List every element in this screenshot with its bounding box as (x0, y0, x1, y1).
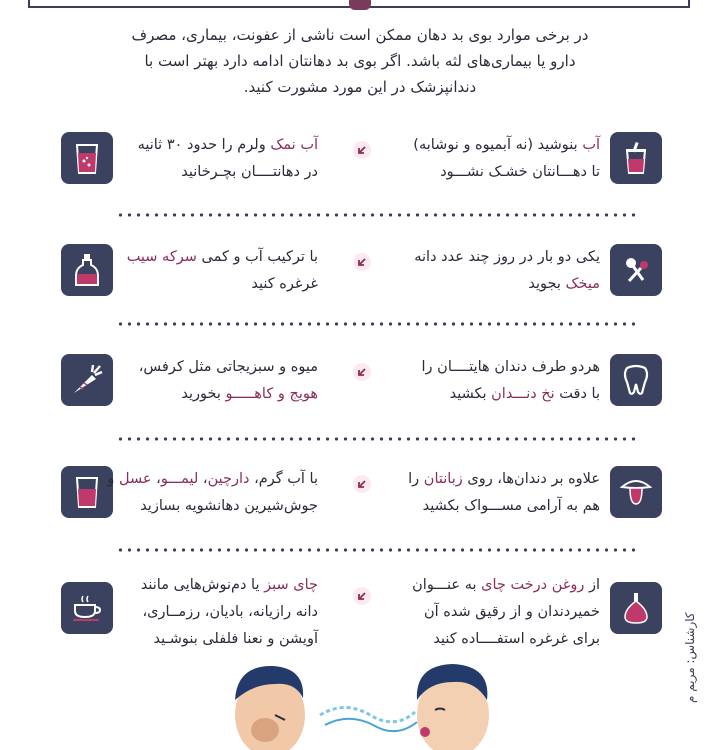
tip-text: یکی دو بار در روز چند عدد دانه (414, 249, 600, 265)
tip-highlight: چای سبز (264, 577, 318, 593)
tip-text: با آب گرم، (249, 471, 318, 487)
tip-highlight: روغن درخت چای (481, 577, 585, 593)
bad-breath-illustration (225, 660, 505, 750)
tip-text: در دهانتــــان بچـرخانید (181, 164, 318, 180)
tip-highlight: آب (582, 137, 600, 153)
tip-text: و (107, 471, 119, 487)
tip-apple-vinegar (127, 244, 318, 298)
arrow-bullet-icon (353, 253, 371, 271)
tip-floss (422, 354, 600, 408)
tip-mouthwash (107, 466, 318, 520)
tip-text: علاوه بر دندان‌ها، روی (462, 471, 600, 487)
clove-icon (610, 244, 662, 296)
drink-glass-icon (610, 132, 662, 184)
tip-text: ولرم را حدود ۳۰ ثانیه (137, 137, 271, 153)
tip-text: با ترکیب آب و کمی (196, 249, 318, 265)
tip-text: برای غرغره استفــــاده کنید (433, 631, 600, 647)
tip-text: هم به آرامی مســـواک بکشید (422, 498, 600, 514)
tip-highlight: زبانتان (423, 471, 463, 487)
tip-tongue-brush (408, 466, 600, 520)
tip-text: بجوید (528, 276, 566, 292)
tip-green-tea (141, 572, 318, 653)
oil-dropper-bottle-icon (610, 582, 662, 634)
tip-highlight: لیمـــو (160, 471, 199, 487)
tip-text: را (408, 471, 424, 487)
tip-text: میوه و سبزیجاتی مثل کرفس، (138, 359, 318, 375)
tip-text: با دقت (554, 386, 600, 402)
tips-row-2 (0, 236, 720, 306)
tip-text: هردو طرف دندان هایتــــان را (421, 359, 600, 375)
arrow-bullet-icon (353, 141, 371, 159)
tongue-icon (610, 466, 662, 518)
tip-text: ، (198, 471, 208, 487)
tip-text: ، (151, 471, 161, 487)
tips-row-4 (0, 458, 720, 528)
dotted-divider (116, 437, 638, 441)
tooth-icon (610, 354, 662, 406)
tips-row-1 (0, 124, 720, 194)
tip-text: جوش‌شیرین دهانشویه بسازید (140, 498, 318, 514)
tip-text: دانه رازیانه، بادیان، رزمــاری، (142, 604, 318, 620)
tip-salt-water (138, 132, 318, 186)
tip-tea-tree-oil (412, 572, 600, 653)
tip-text: بنوشید (نه آبمیوه و نوشابه) (413, 137, 583, 153)
tip-text: یا دم‌نوش‌هایی مانند (140, 577, 265, 593)
top-badge (349, 0, 371, 10)
tip-text: آویشن و نعنا فلفلی بنوشـید (153, 631, 318, 647)
arrow-bullet-icon (353, 363, 371, 381)
intro-paragraph (60, 22, 660, 100)
tip-highlight: هویج و کاهـــــو (225, 386, 318, 402)
arrow-bullet-icon (353, 475, 371, 493)
dotted-divider (116, 548, 638, 552)
tip-highlight: دارچین (207, 471, 250, 487)
tip-vegetables (139, 354, 318, 408)
tips-row-5 (0, 570, 720, 647)
arrow-bullet-icon (353, 587, 371, 605)
tips-row-3 (0, 346, 720, 416)
tea-cup-icon (61, 582, 113, 634)
mouthwash-glass-icon (61, 466, 113, 518)
dotted-divider (116, 213, 638, 217)
tip-text: بکشید (449, 386, 492, 402)
tip-text: از (584, 577, 600, 593)
tip-text: تا دهـــانتان خشـک نشـــود (440, 164, 600, 180)
tip-text: بخورید (181, 386, 226, 402)
tip-drink-water (413, 132, 600, 186)
credit-label: کارشناس: مریم م (683, 612, 697, 703)
salt-water-glass-icon (61, 132, 113, 184)
tip-text: غرغره کنید (251, 276, 318, 292)
tip-highlight: سرکه سیب (126, 249, 197, 265)
dotted-divider (116, 322, 638, 326)
tip-highlight: عسل (119, 471, 152, 487)
tip-highlight: نخ دنـــدان (491, 386, 555, 402)
tip-highlight: آب نمک (270, 137, 318, 153)
tip-clove (414, 244, 600, 298)
vinegar-bottle-icon (61, 244, 113, 296)
intro-line: در برخی موارد بوی بد دهان ممکن است ناشی از عفونت، بیماری، مصرف (131, 26, 589, 44)
intro-line: دارو یا بیماری‌های لثه باشد. اگر بوی بد دهانتان ادامه دارد بهتر است با (144, 52, 576, 70)
carrot-icon (61, 354, 113, 406)
tip-text: به عنـــوان (412, 577, 482, 593)
intro-line: دندانپزشک در این مورد مشورت کنید. (243, 78, 477, 96)
tip-text: خمیردندان و از رقیق شده آن (423, 604, 600, 620)
tip-highlight: میخک (565, 276, 600, 292)
